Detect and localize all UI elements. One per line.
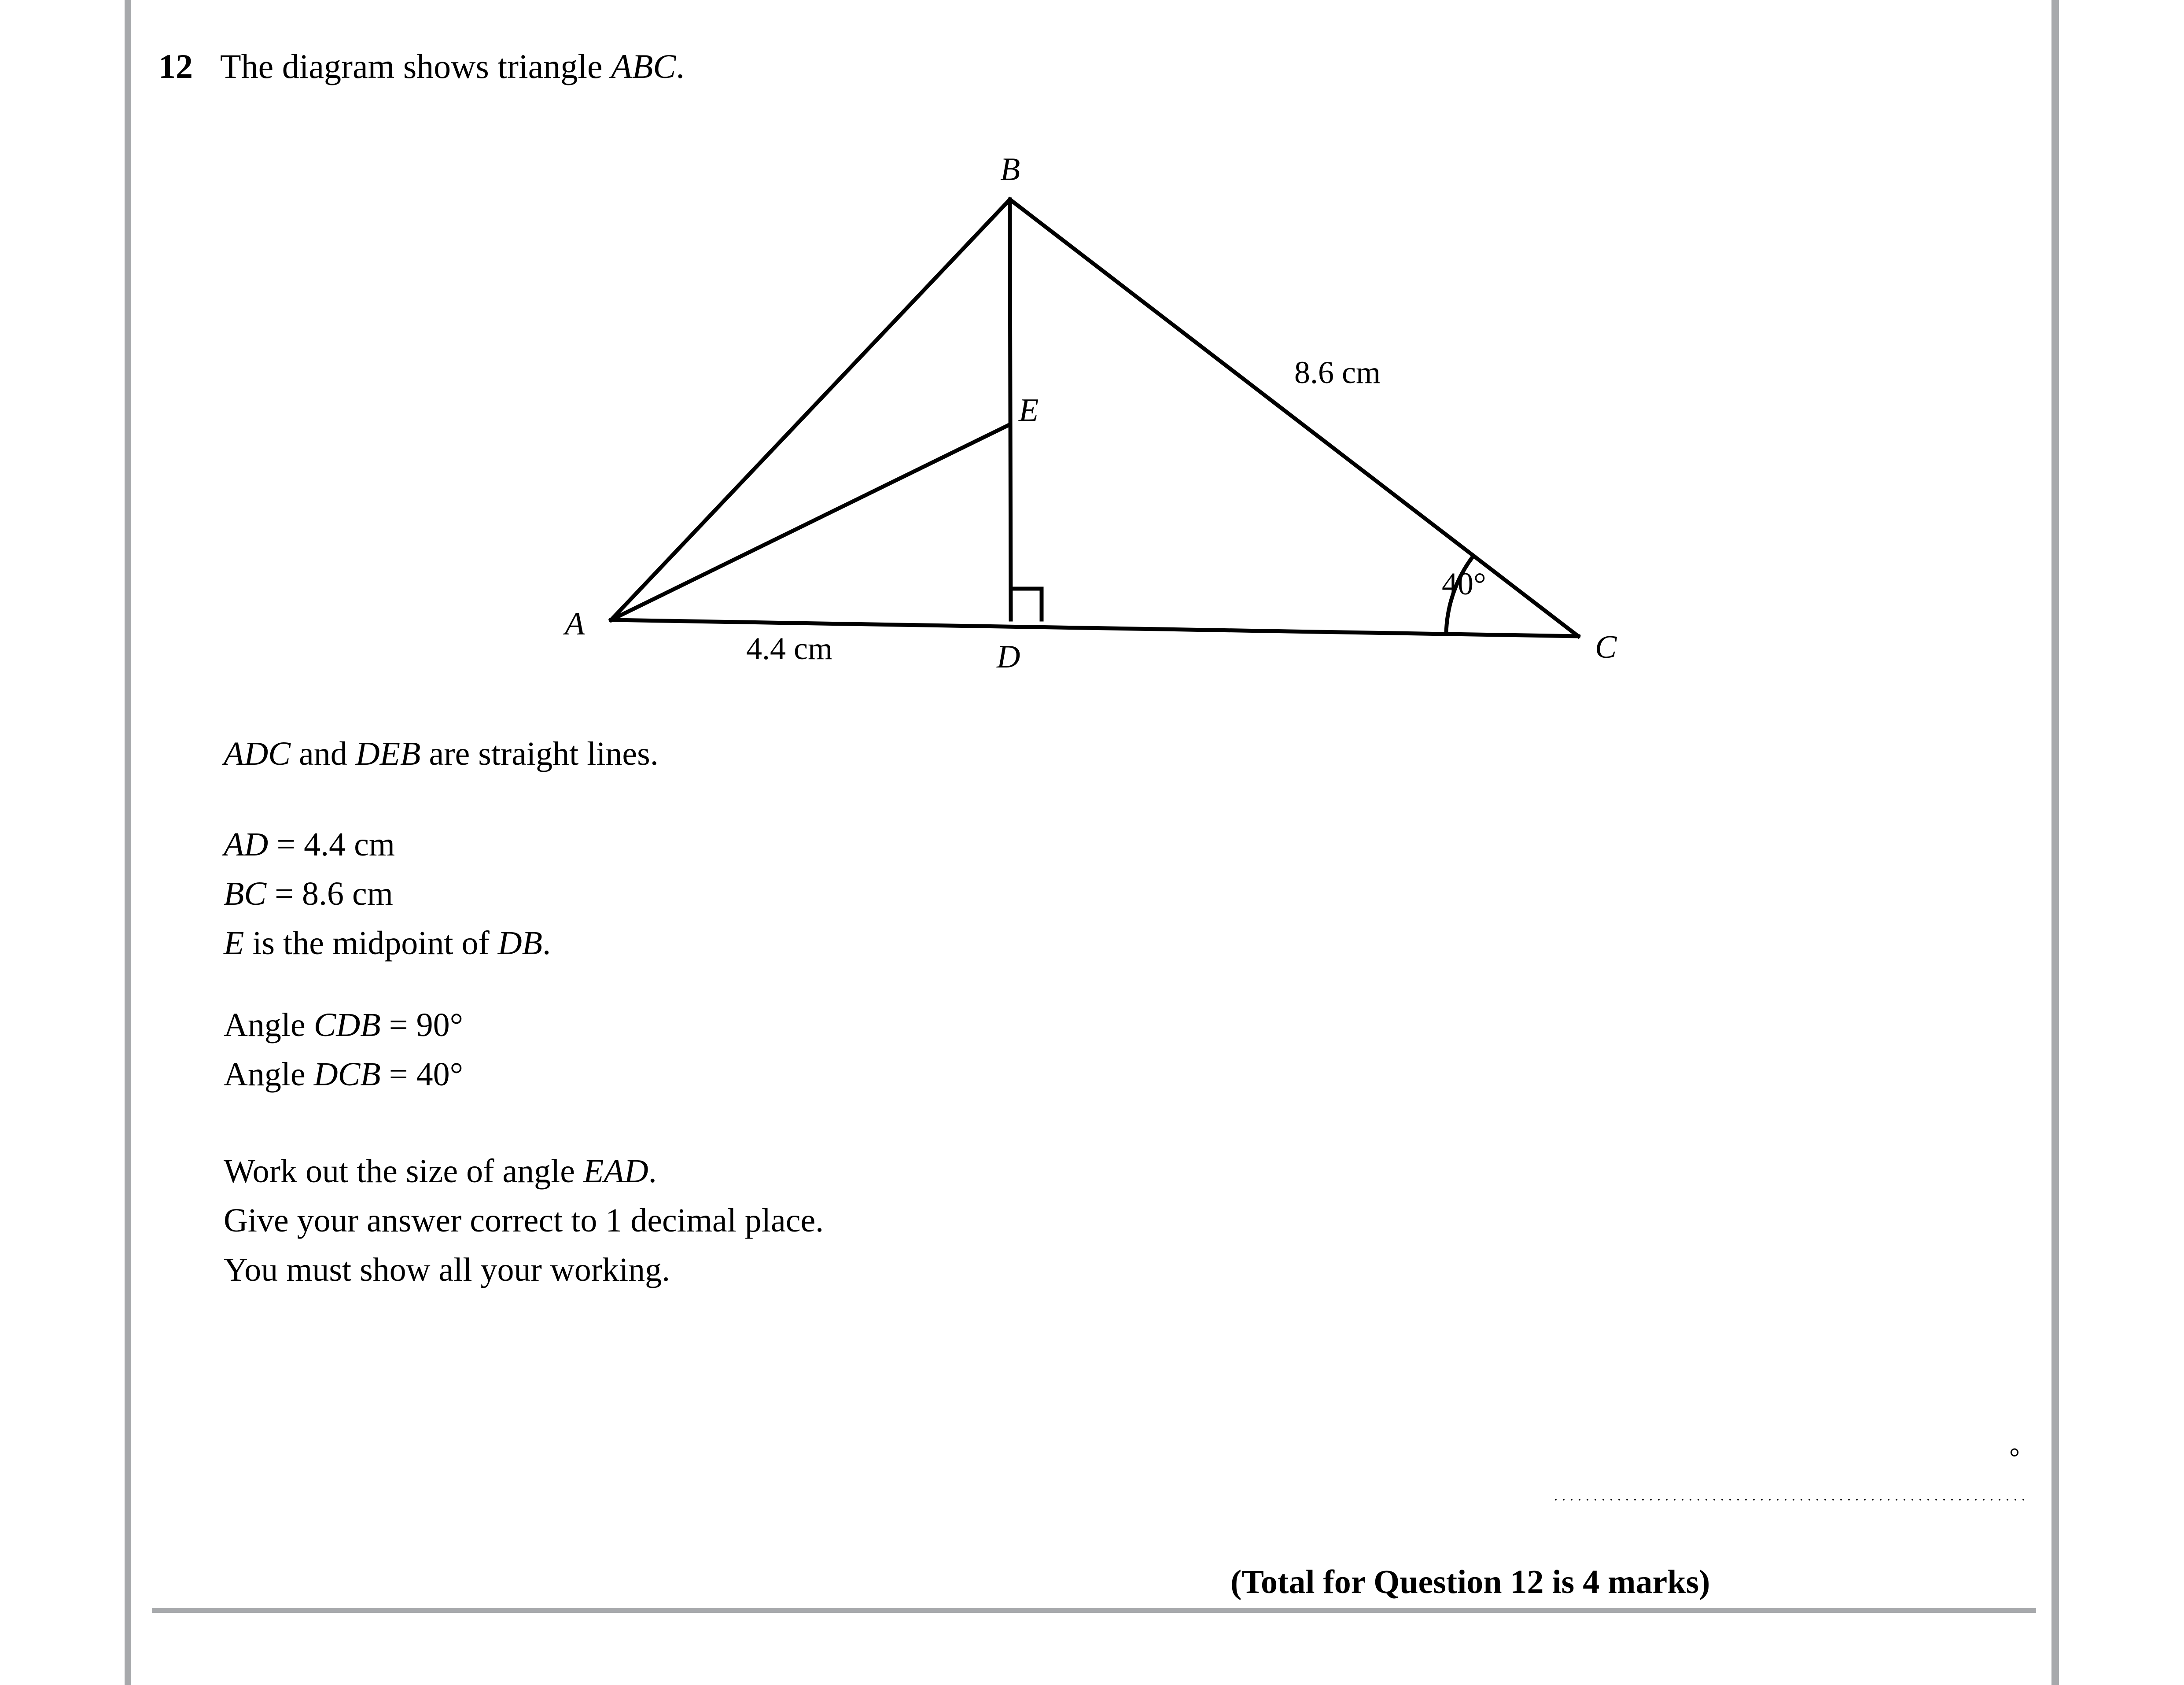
triangle-diagram — [506, 145, 1651, 696]
answer-degree-symbol: ° — [2009, 1443, 2020, 1472]
given-math-db: DB — [497, 925, 543, 962]
given-angles-block — [224, 1008, 463, 1091]
question-heading-text: The diagram shows triangle — [220, 47, 611, 85]
angle-math-dcb: DCB — [313, 1056, 381, 1093]
given-value-bc: = 8.6 cm — [266, 875, 393, 912]
straight-lines-statement — [224, 737, 659, 771]
instruction-text: Give your answer correct to 1 decimal place. — [224, 1202, 824, 1239]
length-label-bc: 8.6 cm — [1294, 355, 1381, 390]
segment-bc — [1010, 199, 1578, 636]
page-footer-rule — [152, 1608, 2036, 1613]
straight-line-math-2: DEB — [355, 735, 421, 772]
angle-label-prefix: Angle — [224, 1056, 314, 1093]
given-math-bc: BC — [224, 875, 267, 912]
given-midpoint-text: is the midpoint of — [244, 925, 498, 962]
total-marks-label: (Total for Question 12 is 4 marks) — [1230, 1563, 1710, 1600]
instruction-text: Work out the size of angle — [224, 1153, 583, 1190]
given-line — [224, 828, 551, 861]
answer-dotted-line[interactable] — [1552, 1497, 2027, 1502]
instruction-line — [224, 1154, 824, 1188]
segment-bd — [1010, 199, 1011, 619]
instruction-text: You must show all your working. — [224, 1251, 670, 1288]
angle-label-prefix: Angle — [224, 1007, 314, 1043]
angle-label-c: 40° — [1442, 566, 1486, 601]
triangle-diagram-svg — [506, 145, 1651, 696]
given-values-block — [224, 828, 551, 960]
instruction-period: . — [648, 1153, 657, 1190]
given-math-e: E — [224, 925, 244, 962]
question-number: 12 — [158, 47, 193, 85]
angle-line — [224, 1008, 463, 1042]
vertex-label-b: B — [1000, 151, 1020, 188]
angle-value-dcb: = 40° — [380, 1056, 463, 1093]
statement-line — [224, 737, 659, 771]
angle-value-cdb: = 90° — [380, 1007, 463, 1043]
length-label-ad: 4.4 cm — [746, 631, 832, 666]
given-line — [224, 926, 551, 960]
instruction-math-ead: EAD — [583, 1153, 648, 1190]
question-heading — [220, 49, 685, 84]
vertex-label-a: A — [565, 606, 585, 642]
vertex-label-c: C — [1595, 629, 1617, 665]
straight-line-math-1: ADC — [224, 735, 291, 772]
straight-line-conjunction: and — [291, 735, 356, 772]
vertex-label-e: E — [1019, 392, 1039, 428]
angle-line — [224, 1058, 463, 1091]
straight-line-tail: are straight lines. — [420, 735, 659, 772]
angle-math-cdb: CDB — [313, 1007, 381, 1043]
right-angle-marker — [1011, 589, 1042, 619]
instruction-line — [224, 1204, 824, 1237]
question-heading-math: ABC — [611, 47, 676, 85]
page-left-margin-rule — [125, 0, 131, 1685]
instructions-block — [224, 1154, 824, 1287]
given-math-ad: AD — [224, 826, 269, 863]
segment-ae — [611, 425, 1009, 620]
given-midpoint-period: . — [542, 925, 551, 962]
given-value-ad: = 4.4 cm — [268, 826, 395, 863]
instruction-line — [224, 1253, 824, 1287]
question-heading-period: . — [676, 47, 685, 85]
page-right-margin-rule — [2051, 0, 2059, 1685]
given-line — [224, 877, 551, 911]
segment-ab — [611, 199, 1010, 620]
vertex-label-d: D — [997, 639, 1020, 675]
